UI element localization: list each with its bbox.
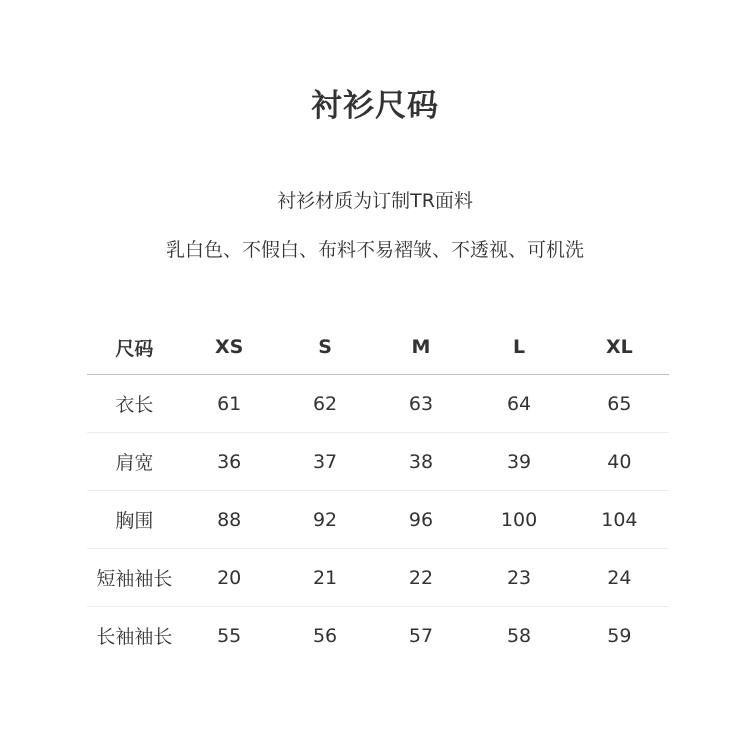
- table-cell: 21: [277, 549, 374, 607]
- table-row: [87, 607, 669, 665]
- table-cell: 22: [374, 549, 469, 607]
- table-cell: 39: [468, 433, 569, 491]
- row-label-length: 衣长: [87, 375, 182, 433]
- table-cell: 20: [182, 549, 277, 607]
- table-cell: 64: [468, 375, 569, 433]
- header-l: L: [468, 320, 569, 375]
- table-cell: 38: [374, 433, 469, 491]
- header-xl: XL: [570, 320, 669, 375]
- table-cell: 61: [182, 375, 277, 433]
- row-label-short-sleeve: 短袖袖长: [87, 549, 182, 607]
- material-description: 衬衫材质为订制TR面料: [277, 190, 473, 212]
- table-row: [87, 491, 669, 549]
- table-cell: 88: [182, 491, 277, 549]
- header-s: S: [277, 320, 374, 375]
- table-header-row: [87, 320, 669, 375]
- table-row: [87, 433, 669, 491]
- table-cell: 55: [217, 624, 242, 647]
- size-chart-table: [87, 320, 669, 664]
- fabric-features: 乳白色、不假白、布料不易褶皱、不透视、可机洗: [165, 239, 584, 261]
- table-cell: 24: [570, 549, 669, 607]
- table-cell: 37: [277, 433, 374, 491]
- page-title: 衬衫尺码: [311, 88, 439, 124]
- table-row: [87, 549, 669, 607]
- table-cell: 65: [570, 375, 669, 433]
- table-cell: 58: [506, 624, 532, 647]
- table-cell: 63: [374, 375, 469, 433]
- table-cell: 104: [570, 491, 669, 549]
- table-cell: 92: [277, 491, 374, 549]
- header-m: M: [374, 320, 469, 375]
- header-xs: XS: [182, 320, 277, 375]
- table-cell: 57: [408, 624, 434, 647]
- header-size: 尺码: [87, 320, 182, 375]
- row-label-chest: 胸围: [87, 491, 182, 549]
- row-label-shoulder: 肩宽: [87, 433, 182, 491]
- table-cell: 23: [468, 549, 569, 607]
- table-cell: 59: [607, 624, 632, 647]
- table-cell: 40: [570, 433, 669, 491]
- table-cell: 100: [468, 491, 569, 549]
- table-cell: 36: [182, 433, 277, 491]
- table-cell: 96: [374, 491, 469, 549]
- table-cell: 62: [277, 375, 374, 433]
- table-cell: 56: [312, 624, 338, 647]
- table-row: [87, 375, 669, 433]
- row-label-long-sleeve: 长袖袖长: [96, 626, 173, 648]
